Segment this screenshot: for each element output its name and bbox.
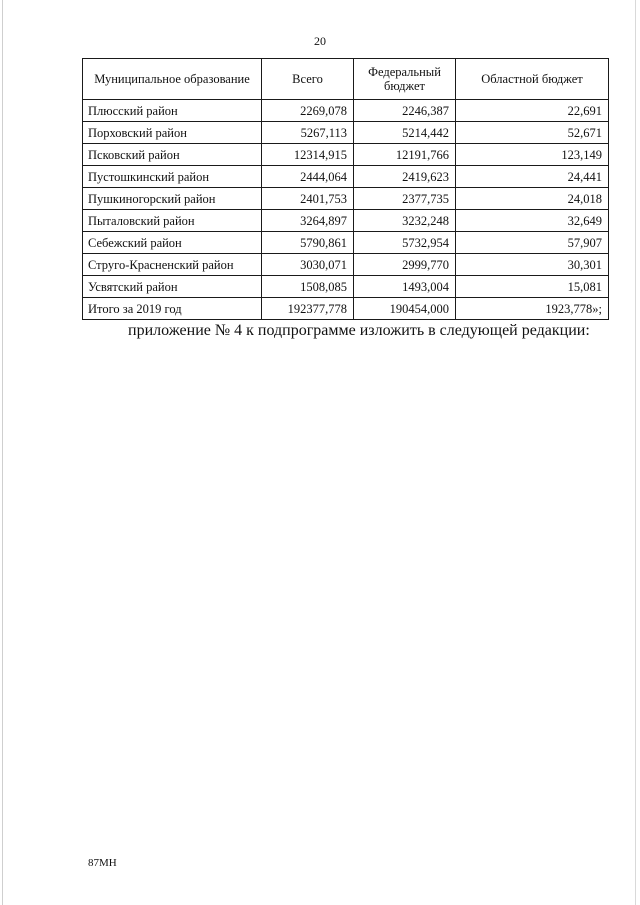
cell-total: 12314,915 [262, 144, 354, 166]
cell-total-label: Итого за 2019 год [83, 298, 262, 320]
cell-total: 3264,897 [262, 210, 354, 232]
cell-total: 2444,064 [262, 166, 354, 188]
cell-regional: 32,649 [456, 210, 609, 232]
cell-regional: 24,018 [456, 188, 609, 210]
cell-regional: 57,907 [456, 232, 609, 254]
table-row [83, 210, 609, 232]
cell-municipality: Пустошкинский район [83, 166, 262, 188]
page-number: 20 [314, 34, 326, 48]
table-row [83, 144, 609, 166]
cell-federal: 5214,442 [354, 122, 456, 144]
cell-municipality: Себежский район [83, 232, 262, 254]
cell-municipality: Пушкиногорский район [83, 188, 262, 210]
cell-federal: 12191,766 [354, 144, 456, 166]
cell-regional: 123,149 [456, 144, 609, 166]
table-row [83, 232, 609, 254]
cell-total: 5790,861 [262, 232, 354, 254]
header-regional-budget: Областной бюджет [456, 59, 609, 100]
cell-regional: 15,081 [456, 276, 609, 298]
cell-municipality: Плюсский район [83, 100, 262, 122]
cell-municipality: Порховский район [83, 122, 262, 144]
cell-regional: 30,301 [456, 254, 609, 276]
table-row [83, 254, 609, 276]
header-municipality: Муниципальное образование [83, 59, 262, 100]
cell-grand-total: 192377,778 [262, 298, 354, 320]
table-row [83, 122, 609, 144]
cell-federal: 3232,248 [354, 210, 456, 232]
footer-document-code: 87МН [88, 857, 117, 869]
cell-federal: 2999,770 [354, 254, 456, 276]
page-edge-left [2, 0, 3, 905]
cell-federal-total: 190454,000 [354, 298, 456, 320]
cell-federal: 2419,623 [354, 166, 456, 188]
table-header-row [83, 59, 609, 100]
cell-federal: 5732,954 [354, 232, 456, 254]
cell-municipality: Усвятский район [83, 276, 262, 298]
cell-total: 5267,113 [262, 122, 354, 144]
budget-table [82, 58, 609, 320]
cell-municipality: Струго-Красненский район [83, 254, 262, 276]
cell-total: 2401,753 [262, 188, 354, 210]
cell-federal: 1493,004 [354, 276, 456, 298]
cell-municipality: Псковский район [83, 144, 262, 166]
header-total: Всего [262, 59, 354, 100]
cell-municipality: Пыталовский район [83, 210, 262, 232]
cell-total: 2269,078 [262, 100, 354, 122]
cell-regional: 52,671 [456, 122, 609, 144]
page-edge-right [635, 0, 636, 905]
table-row [83, 276, 609, 298]
cell-regional: 24,441 [456, 166, 609, 188]
amendment-instruction: приложение № 4 к подпрограмме изложить в следующей редакции: [128, 322, 590, 339]
table-row [83, 166, 609, 188]
cell-total: 3030,071 [262, 254, 354, 276]
table-row [83, 188, 609, 210]
table-row [83, 100, 609, 122]
cell-total: 1508,085 [262, 276, 354, 298]
header-federal-budget: Федеральный бюджет [354, 59, 456, 100]
cell-regional-total: 1923,778»; [456, 298, 609, 320]
cell-federal: 2246,387 [354, 100, 456, 122]
table-total-row [83, 298, 609, 320]
cell-regional: 22,691 [456, 100, 609, 122]
cell-federal: 2377,735 [354, 188, 456, 210]
